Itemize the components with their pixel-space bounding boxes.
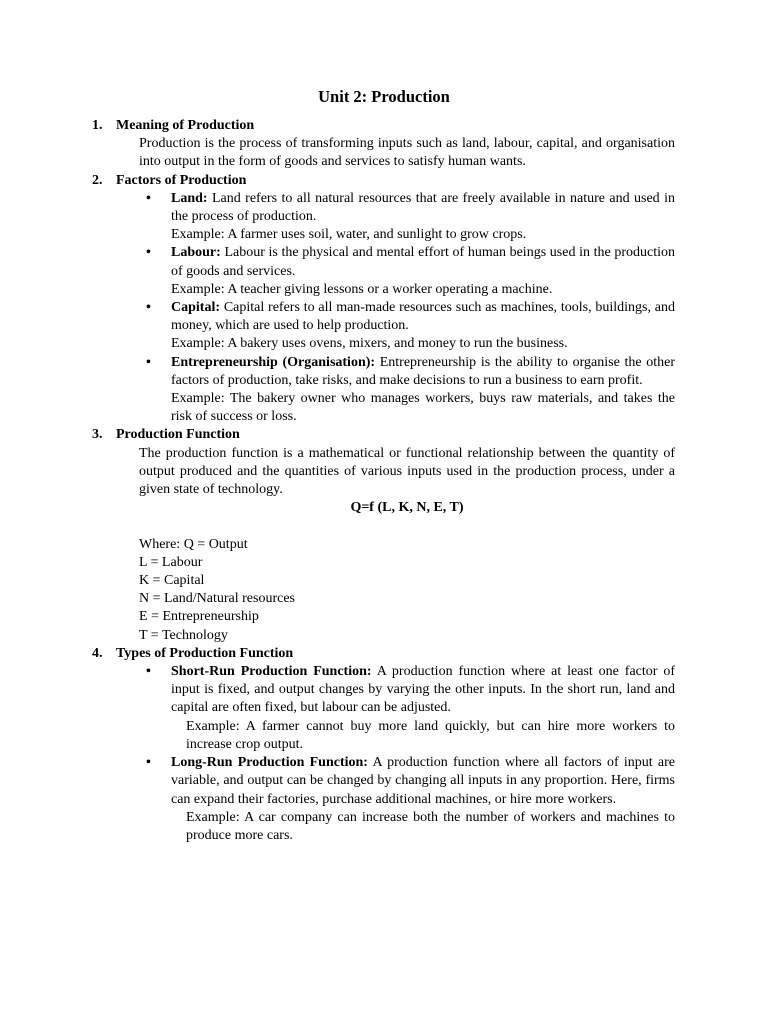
bullet-icon: • (146, 755, 151, 771)
section-heading (92, 645, 675, 663)
section-title: Types of Production Function (116, 645, 294, 661)
bullet-example: Example: A teacher giving lessons or a worker operating a machine. (171, 281, 553, 297)
where-line: Where: Q = Output (139, 536, 248, 552)
bullet-example: Example: A bakery uses ovens, mixers, and money to run the business. (171, 336, 568, 352)
where-line: N = Land/Natural resources (139, 591, 296, 607)
bullet-item (146, 354, 675, 427)
production-equation: Q=f (L, K, N, E, T) (350, 500, 464, 516)
bullet-icon: • (146, 190, 151, 206)
bullet-text (171, 190, 675, 226)
bullet-text (171, 299, 675, 335)
where-line: T = Technology (139, 627, 228, 643)
section-paragraph: The production function is a mathematical or functional relationship between the quantity of output produced and the quantities of various inputs used in the production process, under a given state of technology. (139, 445, 675, 498)
section-heading (92, 117, 675, 135)
page-title: Unit 2: Production (318, 87, 450, 106)
section-heading (92, 172, 675, 190)
spacer (92, 517, 675, 535)
document-body (92, 117, 675, 845)
bullet-item (146, 190, 675, 245)
bullet-description: A production function where all factors of input are variable, and output can be changed by changing all inputs in any proportion. Here, firms can expand their factories, purchase additional machines, or hire more workers. (171, 755, 675, 807)
bullet-item (146, 754, 675, 845)
bullet-icon: • (146, 664, 151, 680)
section-title: Meaning of Production (116, 118, 255, 133)
bullet-example: Example: A farmer cannot buy more land quickly, but can hire more workers to increase crop output. (186, 718, 675, 752)
bullet-item (146, 299, 675, 354)
bullet-text (171, 663, 675, 718)
where-line: K = Capital (139, 573, 205, 589)
section-number: 4. (92, 645, 103, 661)
bullet-icon: • (146, 354, 151, 370)
section-number: 3. (92, 427, 103, 443)
bullet-term: Short-Run Production Function: (171, 664, 372, 680)
bullet-description: Labour is the physical and mental effort of human beings used in the production of goods and services. (171, 245, 675, 279)
bullet-description: Entrepreneurship is the ability to organise the other factors of production, take risks, and make decisions to run a business to earn profit. (171, 354, 675, 388)
bullet-text (171, 754, 675, 809)
bullet-example: Example: A car company can increase both the number of workers and machines to produce more cars. (186, 809, 675, 843)
bullet-item (146, 244, 675, 299)
bullet-text (171, 244, 675, 280)
section-number: 1. (92, 118, 103, 133)
bullet-term: Entrepreneurship (Organisation): (171, 354, 376, 370)
where-line: E = Entrepreneurship (139, 609, 259, 625)
section-title: Production Function (116, 427, 240, 443)
bullet-description: Land refers to all natural resources that are freely available in nature and used in the process of production. (171, 190, 675, 225)
bullet-term: Long-Run Production Function: (171, 755, 368, 771)
bullet-term: Capital: (171, 300, 220, 316)
bullet-term: Labour: (171, 245, 221, 261)
bullet-text (171, 354, 675, 390)
section-heading (92, 426, 675, 444)
section-title: Factors of Production (116, 172, 247, 188)
bullet-description: Capital refers to all man-made resources such as machines, tools, buildings, and money, which are used to help production. (171, 300, 675, 334)
bullet-icon: • (146, 300, 151, 316)
bullet-description: A production function where at least one factor of input is fixed, and output changes by varying the other inputs. In the short run, land and capital are often fixed, but labour can be adjusted. (171, 664, 675, 716)
where-line: L = Labour (139, 554, 203, 570)
bullet-example: Example: The bakery owner who manages workers, buys raw materials, and takes the risk of success or loss. (171, 391, 675, 425)
bullet-item (146, 663, 675, 754)
section-paragraph: Production is the process of transforming inputs such as land, labour, capital, and organisation into output in the form of goods and services to satisfy human wants. (139, 136, 675, 170)
bullet-example: Example: A farmer uses soil, water, and sunlight to grow crops. (171, 227, 527, 243)
bullet-term: Land: (171, 190, 208, 206)
section-number: 2. (92, 172, 103, 188)
bullet-icon: • (146, 245, 151, 261)
